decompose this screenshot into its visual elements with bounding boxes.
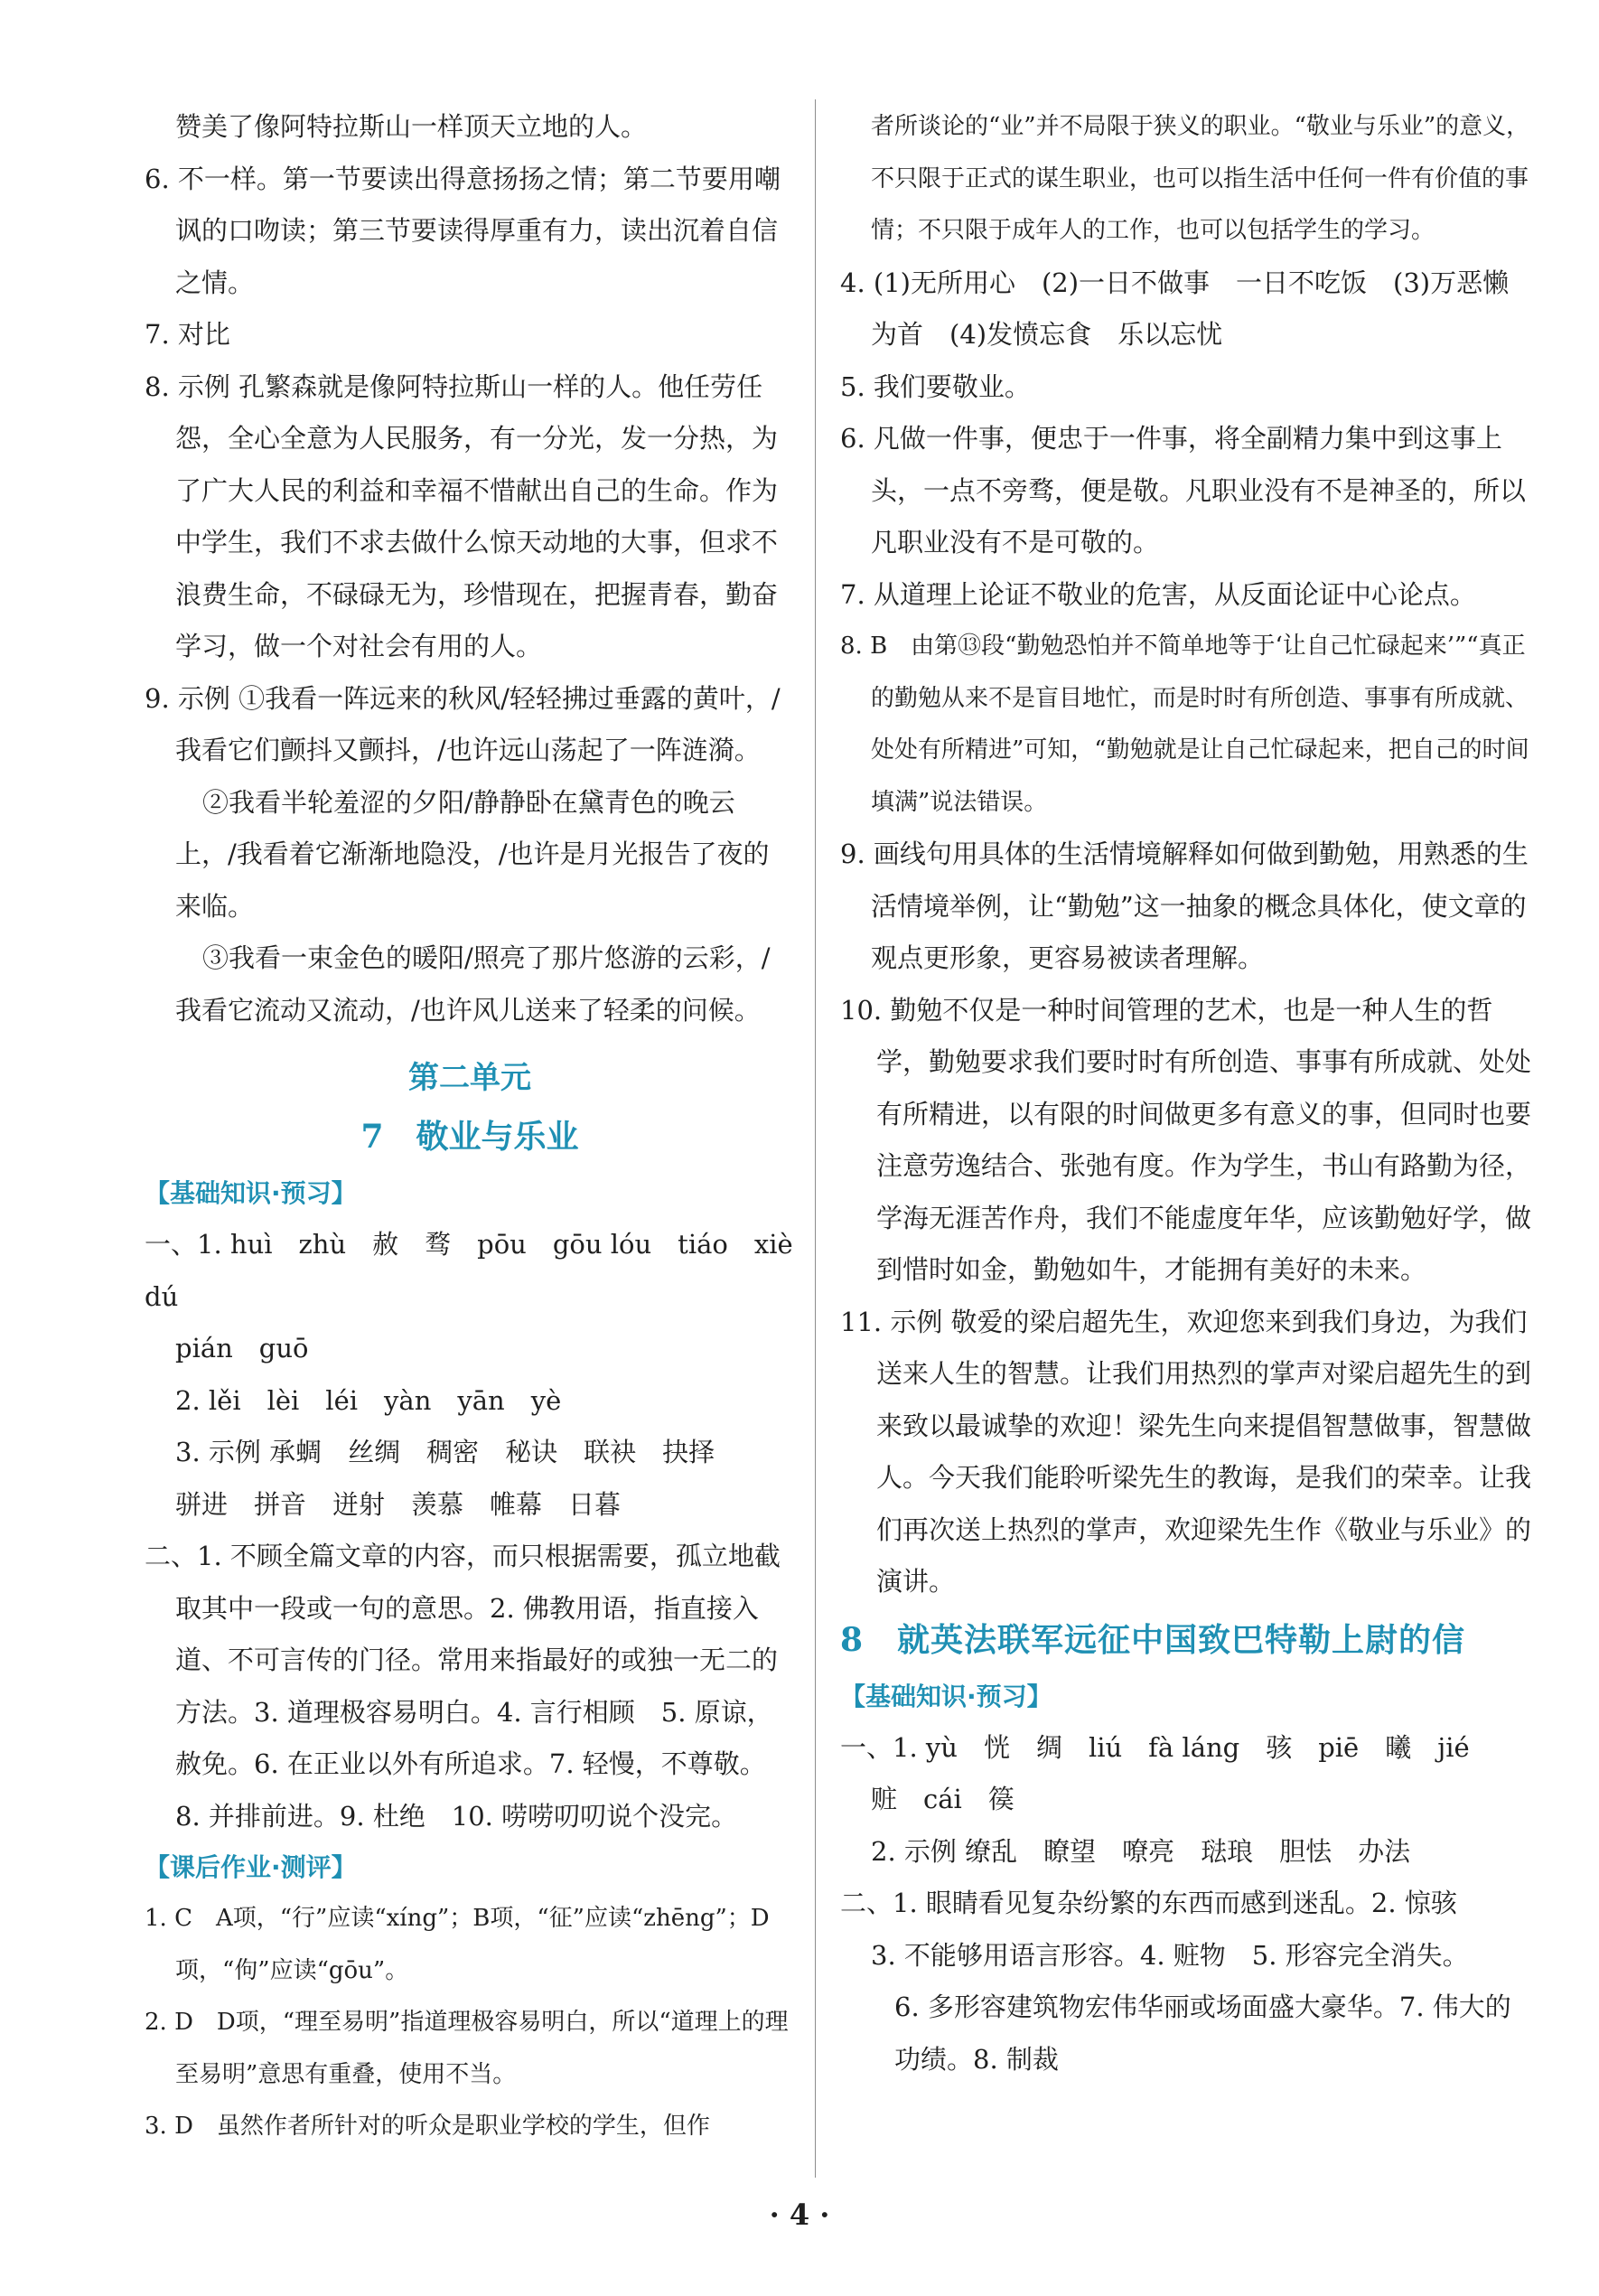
- answer-8: 8. 示例 孔繁森就是像阿特拉斯山一样的人。他任劳任怨，全心全意为人民服务，有一分光，发一分热，为了广大人民的利益和幸福不惜献出自己的生命。作为中学生，我们不求去做什么惊天动地的大事，但求不浪费生命，不碌碌无为，珍惜现在，把握青春，勤奋学习，做一个对社会有用的人。: [145, 370, 779, 661]
- homework-9: 9. 画线句用具体的生活情境解释如何做到勤勉，用熟悉的生活情境举例，让“勤勉”这一抽象的概念具体化，使文章的观点更形象，更容易被读者理解。: [840, 839, 1529, 973]
- answer-9-example-3: ③我看一束金色的暖阳/照亮了那片悠游的云彩，/我看它流动又流动，/也许风儿送来了轻柔的问候。: [175, 942, 771, 1026]
- homework-1: 1. C A项，“行”应读“xíng”；B项，“征”应读“zhēng”；D项，“佝”应读“gōu”。: [145, 1905, 770, 1984]
- answer-1-2: 2. lěi lèi léi yàn yān yè: [175, 1384, 562, 1416]
- column-divider: [815, 99, 816, 2178]
- answer-text: 赞美了像阿特拉斯山一样顶天立地的人。: [175, 111, 648, 142]
- answer-8-1-1: 一、1. yù 恍 绸 liú fà láng 骇 piē 曦 jié: [840, 1731, 1470, 1763]
- answer-9-example-2: ②我看半轮羞涩的夕阳/静静卧在黛青色的晚云上，/我看着它渐渐地隐没，/也许是月光报告了夜的来临。: [175, 786, 770, 922]
- section-homework: 【课后作业·测评】: [145, 1852, 357, 1882]
- section-basic-knowledge: 【基础知识·预习】: [145, 1178, 357, 1208]
- answer-8-2-6: 6. 多形容建筑物宏伟华丽或场面盛大豪华。7. 伟大的功绩。8. 制裁: [894, 1991, 1511, 2075]
- homework-6: 6. 凡做一件事，便忠于一件事，将全副精力集中到这事上头，一点不旁骛，便是敬。凡职业没有不是神圣的，所以凡职业没有不是可敬的。: [840, 423, 1527, 558]
- left-column: [145, 101, 795, 2153]
- homework-2: 2. D D项，“理至易明”指道理极容易明白，所以“道理上的理至易明”意思有重叠，使用不当。: [145, 2009, 789, 2088]
- homework-3-cont: 者所谈论的“业”并不局限于狭义的职业。“敬业与乐业”的意义，不只限于正式的谋生职业，也可以指生活中任何一件有价值的事情；不只限于成年人的工作，也可以包括学生的学习。: [871, 113, 1530, 244]
- homework-4: 4. (1)无所用心 (2)一日不做事 一日不吃饭 (3)万恶懒为首 (4)发愤忘食 乐以忘忧: [840, 267, 1510, 350]
- answer-1-3: 3. 示例 承蜩 丝绸 稠密 秘诀 联袂 抉择: [175, 1437, 715, 1467]
- answer-8-1-1-cont: 赃 cái 篌: [871, 1784, 1015, 1814]
- lesson-8-title: 8 就英法联军远征中国致巴特勒上尉的信: [840, 1620, 1466, 1659]
- answer-2-1: 二、1. 不顾全篇文章的内容，而只根据需要，孤立地截取其中一段或一句的意思。2. 佛教用语，指直接入道、不可言传的门径。常用来指最好的或独一无二的方法。3. 道理极容易明白。4. 言行相顾 5. 原谅，赦免。6. 在正业以外有所追求。7. 轻慢，不尊敬。: [145, 1541, 781, 1779]
- answer-8-2-3: 3. 不能够用语言形容。4. 赃物 5. 形容完全消失。: [871, 1939, 1469, 1971]
- lesson-7-title: 7 敬业与乐业: [360, 1118, 579, 1156]
- answer-2-8: 8. 并排前进。9. 杜绝 10. 唠唠叨叨说个没完。: [175, 1800, 738, 1832]
- answer-7: 7. 对比: [145, 319, 230, 350]
- homework-7: 7. 从道理上论证不敬业的危害，从反面论证中心论点。: [840, 578, 1476, 610]
- answer-1-3-cont: 骈进 拼音 迸射 羡慕 帷幕 日暮: [175, 1488, 622, 1520]
- right-column: [840, 101, 1531, 2085]
- unit-title: 第二单元: [408, 1060, 531, 1096]
- homework-11: 11. 示例 敬爱的梁启超先生，欢迎您来到我们身边，为我们送来人生的智慧。让我们用热烈的掌声对梁启超先生的到来致以最诚挚的欢迎！梁先生向来提倡智慧做事，智慧做人。今天我们能聆听梁先生的教诲，是我们的荣幸。让我们再次送上热烈的掌声，欢迎梁先生作《敬业与乐业》的演讲。: [840, 1306, 1532, 1597]
- section-basic-knowledge-2: 【基础知识·预习】: [840, 1681, 1052, 1711]
- answer-8-1-2: 2. 示例 缭乱 瞭望 嘹亮 琺琅 胆怯 办法: [871, 1835, 1411, 1867]
- page-number: · 4 ·: [769, 2198, 830, 2232]
- homework-10: 10. 勤勉不仅是一种时间管理的艺术，也是一种人生的哲学，勤勉要求我们要时时有所创造、事事有所成就、处处有所精进，以有限的时间做更多有意义的事，但同时也要注意劳逸结合、张弛有度。作为学生，书山有路勤为径，学海无涯苦作舟，我们不能虚度年华，应该勤勉好学，做到惜时如金，勤勉如牛，才能拥有美好的未来。: [840, 994, 1532, 1285]
- homework-3: 3. D 虽然作者所针对的听众是职业学校的学生，但作: [145, 2113, 710, 2140]
- answer-1-1-cont: pián guō: [175, 1333, 309, 1364]
- answer-6: 6. 不一样。第一节要读出得意扬扬之情；第二节要用嘲讽的口吻读；第三节要读得厚重有力，读出沉着自信之情。: [145, 163, 781, 298]
- answer-8-2-1: 二、1. 眼睛看见复杂纷繁的东西而感到迷乱。2. 惊骇: [840, 1888, 1457, 1918]
- answer-9: 9. 示例 ①我看一阵远来的秋风/轻轻拂过垂露的黄叶，/我看它们颤抖又颤抖，/也许远山荡起了一阵涟漪。: [145, 682, 781, 765]
- answer-1-1: 一、1. huì zhù 赦 骛 pōu gōu lóu tiáo xiè dú: [145, 1229, 793, 1312]
- homework-5: 5. 我们要敬业。: [840, 370, 1031, 402]
- homework-8: 8. B 由第⑬段“勤勉恐怕并不简单地等于‘让自己忙碌起来’”“真正的勤勉从来不是盲目地忙，而是时时有所创造、事事有所成就、处处有所精进”可知，“勤勉就是让自己忙碌起来，把自己的时间填满”说法错误。: [840, 633, 1529, 816]
